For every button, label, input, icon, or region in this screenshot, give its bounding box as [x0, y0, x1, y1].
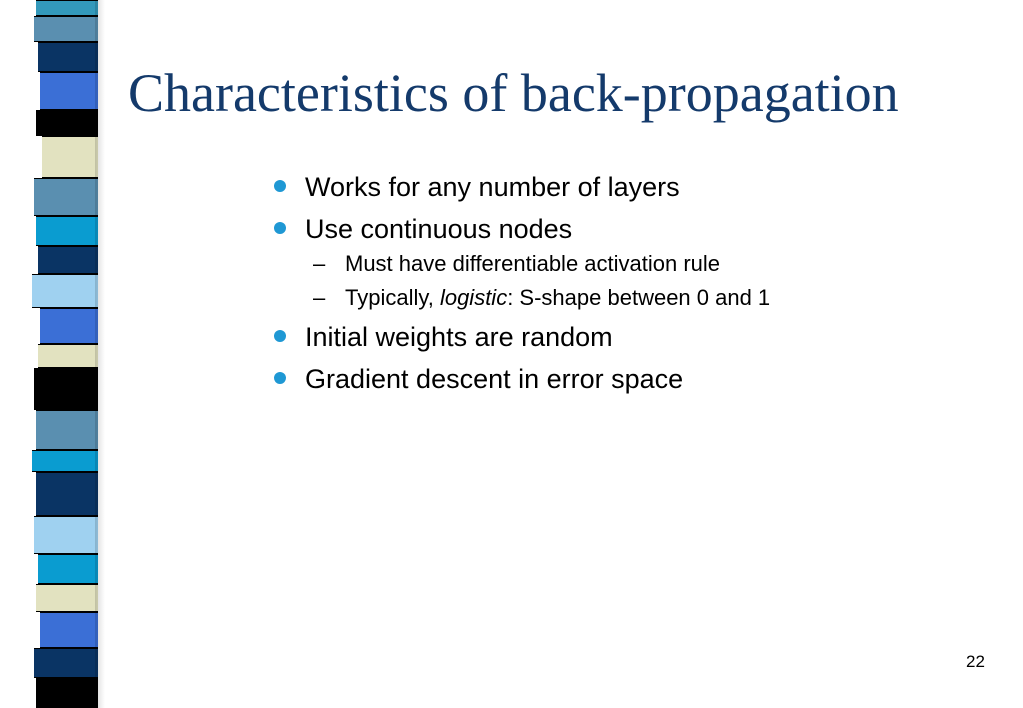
bullet-text: Use continuous nodes — [305, 214, 573, 244]
bullet-text: Gradient descent in error space — [305, 364, 684, 394]
bullet-text: Initial weights are random — [305, 322, 613, 352]
dash-icon: – — [313, 251, 326, 276]
stripe-band — [38, 42, 98, 72]
bullet-item — [272, 212, 772, 312]
stripe-shadow — [95, 0, 105, 708]
sub-bullet-item — [313, 250, 775, 278]
stripe-band — [36, 0, 98, 16]
stripe-band — [36, 584, 98, 612]
stripe-band — [36, 110, 98, 136]
stripe-band — [32, 274, 98, 308]
stripe-band — [36, 410, 98, 450]
stripe-band — [40, 72, 98, 110]
sub-bullet-text-start: Typically, — [345, 285, 440, 310]
bullet-dot-icon — [274, 180, 286, 192]
stripe-band — [38, 344, 98, 368]
stripe-band — [32, 450, 98, 472]
stripe-band — [34, 16, 98, 42]
stripe-band — [38, 554, 98, 584]
slide-title: Characteristics of back-propagation — [128, 63, 899, 123]
stripe-band — [40, 308, 98, 344]
decorative-stripe — [30, 0, 102, 708]
sub-bullet-text: Must have differentiable activation rule — [345, 251, 721, 276]
bullet-item — [272, 362, 772, 396]
bullet-list — [272, 170, 772, 404]
page-number: 22 — [966, 652, 985, 671]
stripe-band — [42, 136, 98, 178]
sub-bullet-italic-term: logistic — [439, 285, 508, 310]
stripe-band — [36, 678, 98, 708]
stripe-band — [36, 216, 98, 246]
sub-bullet-text-end: : S-shape between 0 and 1 — [507, 285, 771, 310]
bullet-item — [272, 170, 772, 204]
bullet-dot-icon — [274, 222, 286, 234]
stripe-band — [34, 648, 98, 678]
bullet-text: Works for any number of layers — [305, 172, 680, 202]
bullet-dot-icon — [274, 330, 286, 342]
sub-bullet-item — [313, 284, 775, 312]
stripe-band — [40, 612, 98, 648]
dash-icon: – — [313, 285, 326, 310]
sub-bullet-list — [313, 250, 772, 312]
stripe-band — [36, 472, 98, 516]
bullet-dot-icon — [274, 372, 286, 384]
stripe-band — [34, 516, 98, 554]
stripe-band — [34, 178, 98, 216]
stripe-band — [38, 246, 98, 274]
bullet-item — [272, 320, 772, 354]
stripe-band — [34, 368, 98, 410]
